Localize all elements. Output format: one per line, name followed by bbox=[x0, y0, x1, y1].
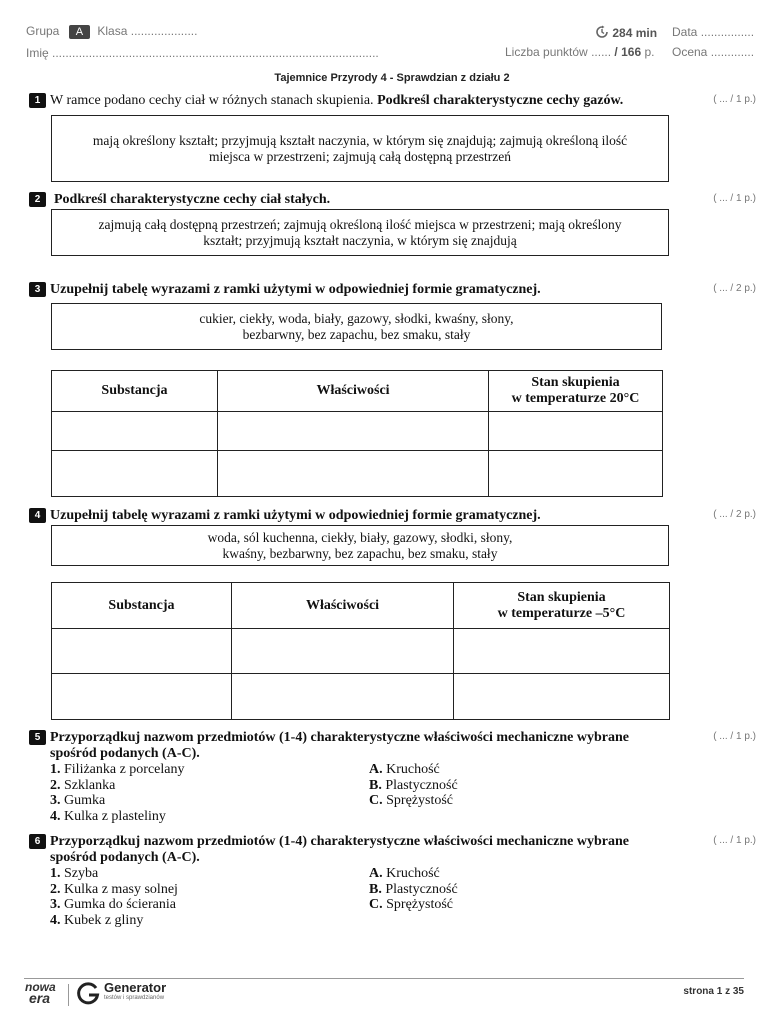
question-2-frame-line1[interactable]: zajmują całą dostępną przestrzeń; zajmują określoną ilość miejsca w przestrzeni; mają określony bbox=[98, 216, 622, 232]
answer-cell[interactable] bbox=[218, 412, 489, 451]
answer-cell[interactable] bbox=[52, 629, 232, 674]
question-3-header-properties: Właściwości bbox=[218, 371, 489, 412]
nowa-era-logo bbox=[25, 982, 56, 1004]
question-1-frame-line1[interactable]: mają określony kształt; przyjmują kształt naczynia, w którym się znajdują; zajmują określoną ilość bbox=[92, 132, 628, 148]
question-5-text bbox=[50, 730, 629, 762]
answer-cell[interactable] bbox=[232, 629, 454, 674]
question-3-points: ( ... / 2 p.) bbox=[713, 283, 756, 294]
logo-word-top: nowa bbox=[25, 980, 56, 994]
question-1-frame bbox=[51, 115, 669, 182]
date-field[interactable]: ................ bbox=[700, 25, 755, 39]
question-5-items bbox=[50, 762, 185, 824]
question-4-header-state-line2: w temperaturze –5°C bbox=[497, 605, 626, 621]
question-3-word-bank bbox=[51, 303, 662, 350]
timer-icon bbox=[595, 25, 609, 39]
question-3-text bbox=[50, 282, 541, 298]
question-5-points: ( ... / 1 p.) bbox=[713, 731, 756, 742]
question-5-instruction-line1: Przyporządkuj nazwom przedmiotów (1-4) charakterystyczne właściwości mechaniczne wybrane bbox=[50, 730, 629, 745]
logo-separator bbox=[68, 984, 69, 1006]
answer-cell[interactable] bbox=[218, 451, 489, 497]
grade-row bbox=[672, 45, 754, 59]
question-4-header-substance: Substancja bbox=[52, 583, 232, 629]
question-2-instruction: Podkreśl charakterystyczne cechy ciał stałych. bbox=[54, 192, 331, 207]
question-4-header-state bbox=[454, 583, 670, 629]
list-item: 4. Kubek z gliny bbox=[50, 912, 144, 928]
question-3-header-state-line1: Stan skupienia bbox=[531, 375, 620, 390]
answer-cell[interactable] bbox=[232, 674, 454, 720]
list-item: 3. Gumka do ścierania bbox=[50, 897, 176, 912]
points-unit: p. bbox=[644, 45, 655, 59]
class-label: Klasa bbox=[97, 24, 128, 38]
question-3-instruction: Uzupełnij tabelę wyrazami z ramki użytymi w odpowiedniej formie gramatycznej. bbox=[50, 282, 541, 297]
logo-word-bottom: era bbox=[29, 990, 51, 1006]
generator-logo-icon bbox=[76, 982, 100, 1006]
list-item: 4. Kulka z plasteliny bbox=[50, 808, 166, 824]
answer-cell[interactable] bbox=[52, 451, 218, 497]
list-item: 1. Filiżanka z porcelany bbox=[50, 762, 185, 777]
table-row bbox=[52, 674, 670, 720]
option-item: C. Sprężystość bbox=[369, 793, 454, 808]
question-4-instruction: Uzupełnij tabelę wyrazami z ramki użytymi w odpowiedniej formie gramatycznej. bbox=[50, 508, 541, 523]
question-6-options bbox=[369, 866, 458, 913]
question-4-table bbox=[51, 582, 670, 720]
points-label: Liczba punktów bbox=[505, 45, 588, 59]
table-row bbox=[52, 412, 663, 451]
option-item: B. Plastyczność bbox=[369, 777, 458, 793]
grade-field[interactable]: ............. bbox=[710, 45, 755, 59]
answer-cell[interactable] bbox=[489, 412, 663, 451]
name-field[interactable]: .................................................................................................. bbox=[52, 46, 379, 60]
grade-label: Ocena bbox=[672, 45, 708, 59]
question-1-text bbox=[50, 93, 623, 109]
question-5-badge: 5 bbox=[29, 730, 46, 745]
question-4-header-properties: Właściwości bbox=[232, 583, 454, 629]
option-item: B. Plastyczność bbox=[369, 881, 458, 897]
question-2-frame bbox=[51, 209, 669, 256]
list-item: 1. Szyba bbox=[50, 866, 99, 881]
answer-cell[interactable] bbox=[52, 674, 232, 720]
answer-cell[interactable] bbox=[454, 674, 670, 720]
question-2-text bbox=[54, 192, 330, 208]
option-item: C. Sprężystość bbox=[369, 897, 454, 912]
question-1-points: ( ... / 1 p.) bbox=[713, 94, 756, 105]
test-title: Tajemnice Przyrody 4 - Sprawdzian z działu 2 bbox=[274, 72, 510, 84]
table-row bbox=[52, 451, 663, 497]
question-2-frame-line2[interactable]: kształt; przyjmują kształt naczynia, w którym się znajdują bbox=[203, 232, 517, 248]
option-item: A. Kruchość bbox=[369, 866, 440, 881]
question-2-badge: 2 bbox=[29, 192, 46, 207]
group-label: Grupa bbox=[26, 24, 60, 38]
question-4-word-bank bbox=[51, 525, 669, 566]
question-6-instruction-line1: Przyporządkuj nazwom przedmiotów (1-4) charakterystyczne właściwości mechaniczne wybrane bbox=[50, 834, 629, 849]
question-4-text bbox=[50, 508, 541, 524]
points-max: 166 bbox=[621, 45, 642, 59]
name-label: Imię bbox=[26, 46, 49, 60]
question-4-header-state-line1: Stan skupienia bbox=[517, 589, 606, 605]
question-4-points: ( ... / 2 p.) bbox=[713, 509, 756, 520]
date-label: Data bbox=[672, 25, 698, 39]
list-item: 3. Gumka bbox=[50, 793, 106, 808]
generator-subtitle: testów i sprawdzianów bbox=[104, 995, 165, 1001]
page-indicator: strona 1 z 35 bbox=[683, 986, 744, 997]
question-1-frame-line2[interactable]: miejsca w przestrzeni; zajmują całą dostępną przestrzeń bbox=[208, 148, 512, 164]
points-separator: / bbox=[614, 45, 618, 59]
question-5-instruction-line2: spośród podanych (A-C). bbox=[50, 746, 200, 761]
date-row bbox=[672, 25, 754, 39]
question-3-badge: 3 bbox=[29, 282, 46, 297]
question-2-points: ( ... / 1 p.) bbox=[713, 193, 756, 204]
question-3-table bbox=[51, 370, 663, 497]
table-row bbox=[52, 629, 670, 674]
time-row bbox=[595, 25, 657, 40]
question-6-points: ( ... / 1 p.) bbox=[713, 835, 756, 846]
class-field[interactable]: .................... bbox=[130, 24, 198, 38]
question-3-header-state-line2: w temperaturze 20°C bbox=[511, 391, 640, 406]
generator-logo-text bbox=[104, 982, 166, 1002]
question-1-badge: 1 bbox=[29, 93, 46, 108]
option-item: A. Kruchość bbox=[369, 762, 440, 777]
question-3-word-bank-line2: bezbarwny, bez zapachu, bez smaku, stały bbox=[242, 326, 471, 342]
question-6-badge: 6 bbox=[29, 834, 46, 849]
question-1-intro: W ramce podano cechy ciał w różnych stanach skupienia. bbox=[50, 93, 374, 108]
answer-cell[interactable] bbox=[454, 629, 670, 674]
footer-divider bbox=[24, 978, 744, 979]
question-3-header-substance: Substancja bbox=[52, 371, 218, 412]
time-value: 284 min bbox=[612, 26, 658, 40]
group-row bbox=[26, 24, 197, 39]
question-1-instruction: Podkreśl charakterystyczne cechy gazów. bbox=[377, 93, 624, 108]
question-3-header-state bbox=[489, 371, 663, 412]
question-4-word-bank-line2: kwaśny, bezbarwny, bez zapachu, bez smaku, stały bbox=[222, 545, 498, 561]
points-field[interactable]: ...... bbox=[591, 45, 612, 59]
question-6-instruction-line2: spośród podanych (A-C). bbox=[50, 850, 200, 865]
question-5-options bbox=[369, 762, 458, 809]
question-6-items bbox=[50, 866, 178, 928]
question-3-word-bank-line1: cukier, ciekły, woda, biały, gazowy, słodki, kwaśny, słony, bbox=[199, 310, 514, 326]
question-6-text bbox=[50, 834, 629, 866]
group-badge: A bbox=[69, 25, 90, 39]
list-item: 2. Szklanka bbox=[50, 777, 116, 793]
list-item: 2. Kulka z masy solnej bbox=[50, 881, 178, 897]
question-4-word-bank-line1: woda, sól kuchenna, ciekły, biały, gazowy, słodki, słony, bbox=[207, 529, 513, 545]
name-row bbox=[26, 46, 379, 60]
question-4-badge: 4 bbox=[29, 508, 46, 523]
answer-cell[interactable] bbox=[489, 451, 663, 497]
answer-cell[interactable] bbox=[52, 412, 218, 451]
points-row bbox=[505, 45, 655, 59]
generator-title: Generator bbox=[104, 980, 167, 995]
